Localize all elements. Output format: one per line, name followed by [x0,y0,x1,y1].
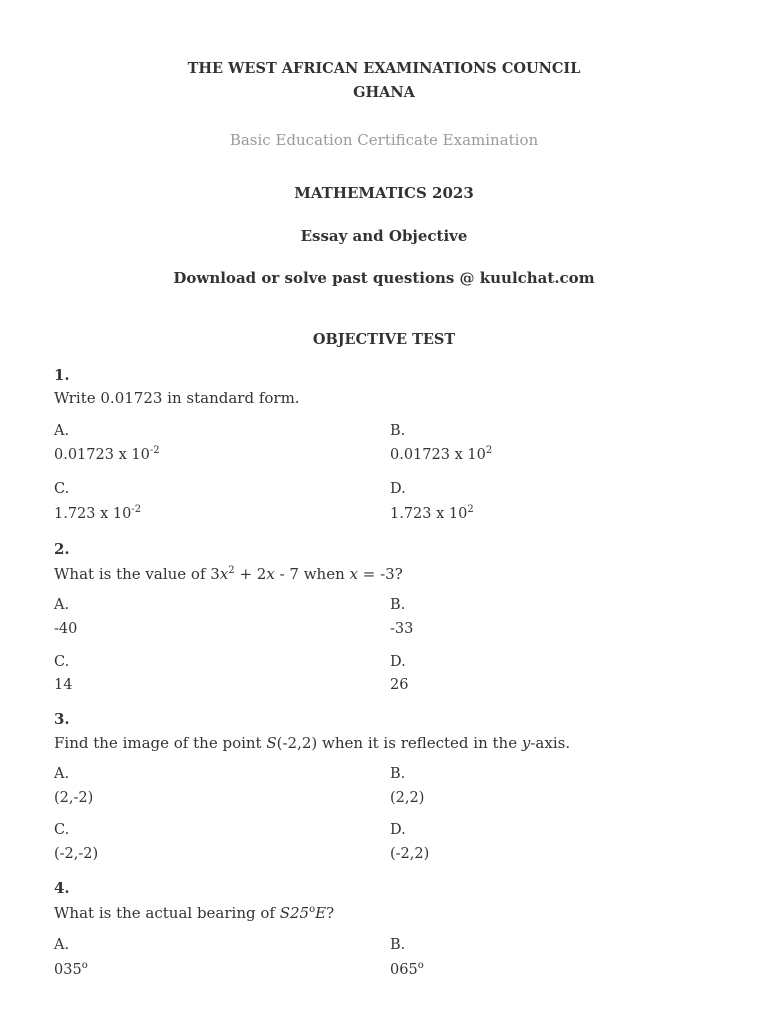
option-value: 1.723 x $10^{-2}$ [54,504,142,522]
question-text: What is the actual bearing of S25$^o$E? [54,904,335,922]
option-label: A. [54,423,70,439]
option-value: 26 [390,677,409,693]
option-value: 035$^o$ [54,960,88,978]
council-heading [0,57,768,105]
option-value: -33 [390,621,414,637]
question-number: 4. [54,879,70,897]
question-text: Write 0.01723 in standard form. [54,389,300,407]
question-text: Find the image of the point S(-2,2) when it is reflected in the y-axis. [54,734,571,752]
option-value: (2,-2) [54,790,94,806]
option-value: 14 [54,677,73,693]
option-label: B. [390,423,406,439]
question-number: 1. [54,366,70,384]
option-label: C. [54,481,70,497]
option-label: D. [390,481,406,497]
option-label: C. [54,822,70,838]
option-label: A. [54,766,70,782]
option-value: 0.01723 x $10^{-2}$ [54,445,160,463]
paper-type: Essay and Objective [300,227,468,245]
option-label: D. [390,654,406,670]
option-value: (-2,2) [390,846,430,862]
section-title: OBJECTIVE TEST [312,331,456,348]
download-note: Download or solve past questions @ kuulchat.com [173,269,595,287]
option-value: 1.723 x $10^2$ [390,504,474,522]
subject-title: MATHEMATICS 2023 [294,184,474,202]
option-label: B. [390,766,406,782]
option-value: (2,2) [390,790,425,806]
option-label: B. [390,597,406,613]
option-value: 065$^o$ [390,960,424,978]
option-label: A. [54,937,70,953]
exam-name: Basic Education Certificate Examination [229,131,539,149]
council-name: THE WEST AFRICAN EXAMINATIONS COUNCIL [187,60,581,77]
option-label: B. [390,937,406,953]
option-label: D. [390,822,406,838]
option-label: C. [54,654,70,670]
question-number: 3. [54,710,70,728]
option-value: (-2,-2) [54,846,99,862]
option-value: 0.01723 x $10^2$ [390,445,493,463]
option-label: A. [54,597,70,613]
option-value: -40 [54,621,78,637]
question-text: What is the value of $3x^2 + 2x - 7$ when x = -3? [54,565,403,583]
council-country: GHANA [353,84,415,101]
question-number: 2. [54,540,70,558]
